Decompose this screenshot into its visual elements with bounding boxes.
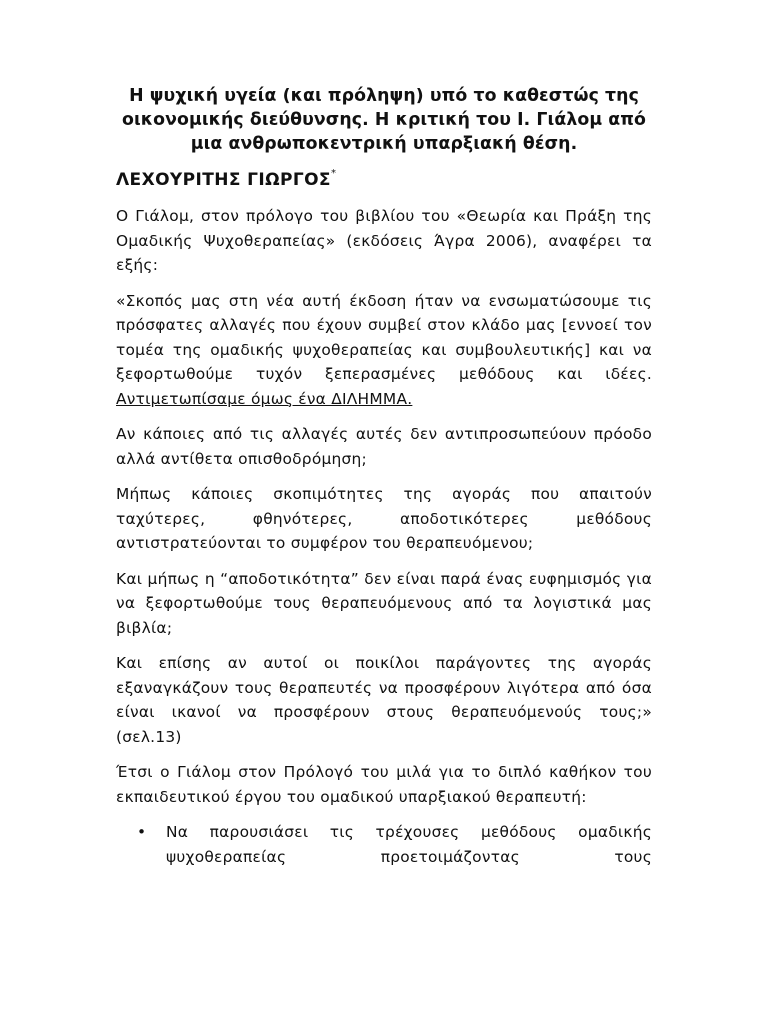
document-title: Η ψυχική υγεία (και πρόληψη) υπό το καθεστώς της οικονομικής διεύθυνσης. Η κριτική του Ι. Γιάλομ από μια ανθρωποκεντρική υπαρξιακή θέση. bbox=[122, 86, 646, 154]
paragraph-question-3: Και μήπως η “αποδοτικότητα” δεν είναι παρά ένας ευφημισμός για να ξεφορτωθούμε τους θεραπευόμενους από τα λογιστικά μας βιβλία; bbox=[116, 569, 652, 637]
bullet-marker: • bbox=[137, 823, 147, 841]
paragraph-duty: Έτσι ο Γιάλομ στον Πρόλογό του μιλά για το διπλό καθήκον του εκπαιδευτικού έργου του ομαδικού υπαρξιακού θεραπευτή: bbox=[116, 763, 652, 806]
paragraph-quote-start bbox=[116, 289, 652, 412]
list-item bbox=[116, 820, 652, 869]
paragraph-intro: Ο Γιάλομ, στον πρόλογο του βιβλίου του «Θεωρία και Πράξη της Ομαδικής Ψυχοθεραπείας» (εκδόσεις Άγρα 2006), αναφέρει τα εξής: bbox=[116, 207, 652, 274]
document-content bbox=[116, 84, 652, 869]
paragraph-question-2: Μήπως κάποιες σκοπιμότητες της αγοράς που απαιτούν ταχύτερες, φθηνότερες, αποδοτικότερες μεθόδους αντιστρατεύονται το συμφέρον του θεραπευόμενου; bbox=[116, 485, 652, 552]
paragraph-question-1: Αν κάποιες από τις αλλαγές αυτές δεν αντιπροσωπεύουν πρόοδο αλλά αντίθετα οπισθοδρόμηση; bbox=[116, 425, 652, 468]
author-footnote-mark: * bbox=[330, 168, 337, 179]
quote-text: «Σκοπός μας στη νέα αυτή έκδοση ήταν να ενσωματώσουμε τις πρόσφατες αλλαγές που έχουν συμβεί στον κλάδο μας [εννοεί τον τομέα της ομαδικής ψυχοθεραπείας και συμβουλευτικής] και να ξεφορτωθούμε τυχόν ξεπερασμένες μεθόδους και ιδέες. bbox=[116, 291, 652, 383]
underlined-dilemma: Αντιμετωπίσαμε όμως ένα ΔΙΛΗΜΜΑ. bbox=[116, 389, 413, 408]
author-name-text: ΛΕΧΟΥΡΙΤΗΣ ΓΙΩΡΓΟΣ bbox=[116, 170, 331, 190]
list-item-text: Να παρουσιάσει τις τρέχουσες μεθόδους ομαδικής ψυχοθεραπείας προετοιμάζοντας τους bbox=[166, 823, 652, 866]
author-name bbox=[116, 162, 652, 192]
paragraph-question-4: Και επίσης αν αυτοί οι ποικίλοι παράγοντες της αγοράς εξαναγκάζουν τους θεραπευτές να προσφέρουν λιγότερα από όσα είναι ικανοί να προσφέρουν στους θεραπευόμενούς τους;» (σελ.13) bbox=[116, 654, 652, 746]
bullet-list bbox=[116, 820, 652, 869]
